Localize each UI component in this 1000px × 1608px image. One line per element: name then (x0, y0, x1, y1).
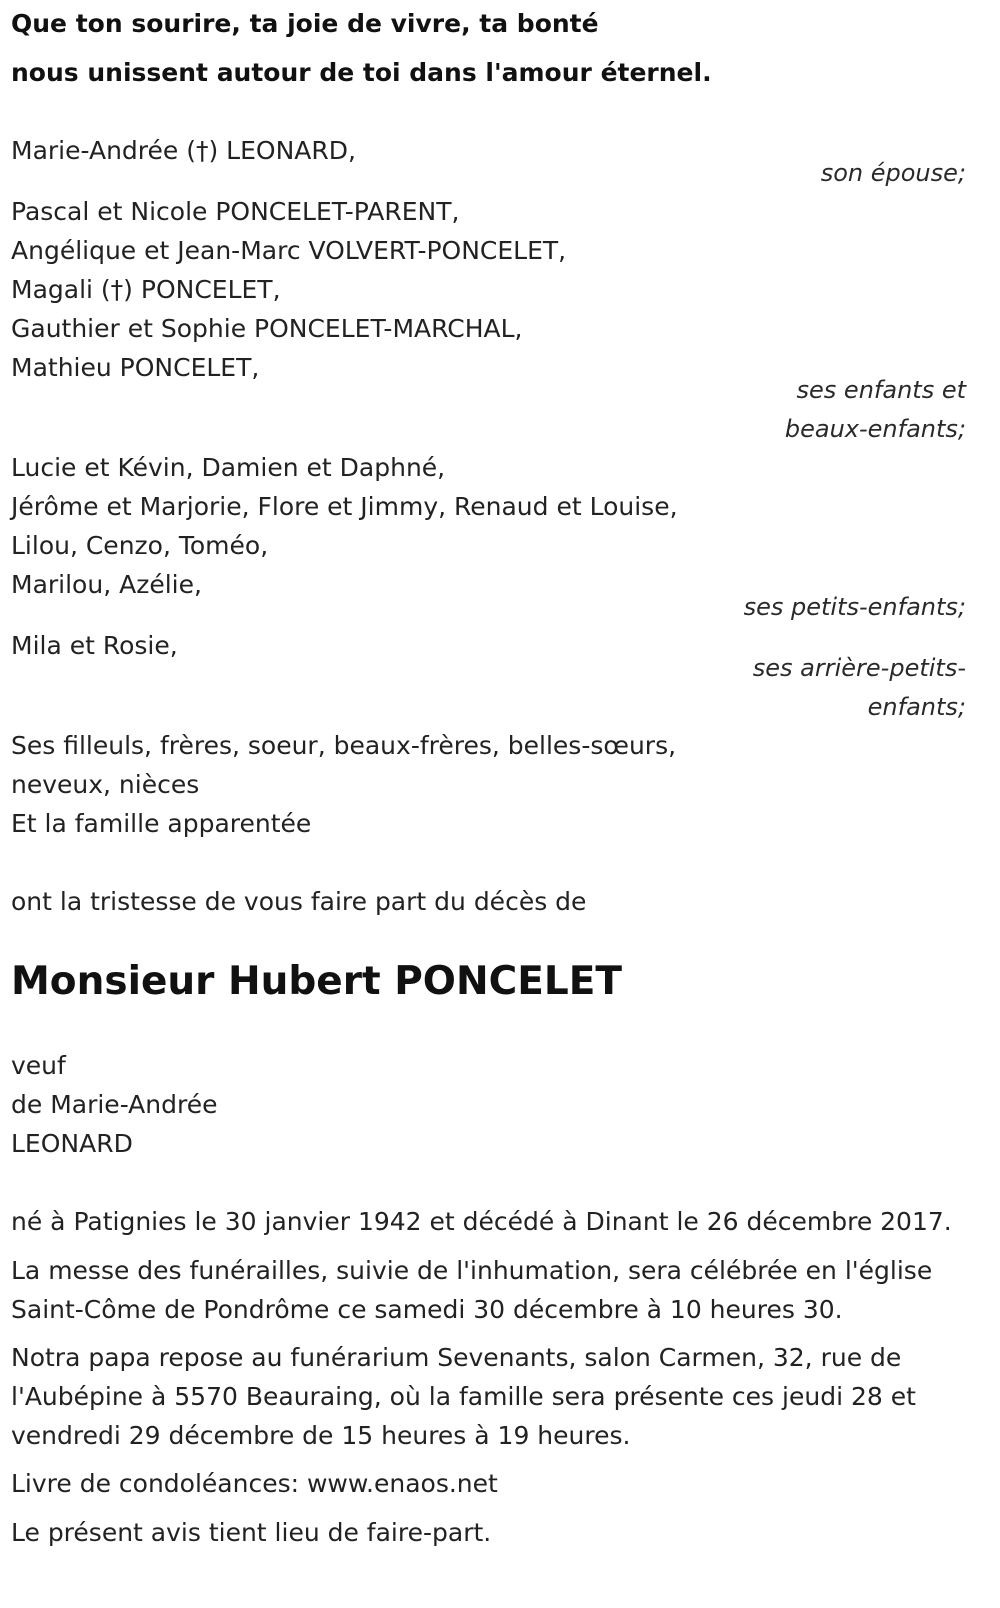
others-line: neveux, nièces (11, 770, 200, 799)
condolences-line: Livre de condoléances: www.enaos.net (11, 1469, 498, 1498)
child-line: Mathieu PONCELET, (11, 353, 260, 382)
grandchild-line: Jérôme et Marjorie, Flore et Jimmy, Renaud et Louise, (11, 492, 678, 521)
child-line: Pascal et Nicole PONCELET-PARENT, (11, 197, 460, 226)
motto-line-1: Que ton sourire, ta joie de vivre, ta bonté (11, 9, 599, 38)
grandchild-line: Marilou, Azélie, (11, 570, 202, 599)
great-grandchildren-role-line-2: enfants; (867, 693, 966, 721)
spouse-name: Marie-Andrée (†) LEONARD, (11, 136, 356, 165)
funeral-line: Saint-Côme de Pondrôme ce samedi 30 décembre à 10 heures 30. (11, 1295, 843, 1324)
children-role-line-1: ses enfants et (796, 376, 966, 404)
grandchild-line: Lilou, Cenzo, Toméo, (11, 531, 269, 560)
notice-line: Le présent avis tient lieu de faire-part. (11, 1518, 492, 1547)
rest-line: l'Aubépine à 5570 Beauraing, où la famille sera présente ces jeudi 28 et (11, 1382, 916, 1411)
great-grandchildren-role-line-1: ses arrière-petits- (752, 654, 966, 682)
motto-line-2: nous unissent autour de toi dans l'amour éternel. (11, 58, 712, 87)
announcement: ont la tristesse de vous faire part du décès de (11, 887, 587, 916)
rest-line: vendredi 29 décembre de 15 heures à 19 heures. (11, 1421, 631, 1450)
deceased-name: Monsieur Hubert PONCELET (11, 959, 622, 1004)
children-role-line-2: beaux-enfants; (784, 415, 966, 443)
widow-line: veuf (11, 1051, 66, 1080)
widow-line: de Marie-Andrée (11, 1090, 218, 1119)
great-grandchild-line: Mila et Rosie, (11, 631, 178, 660)
widow-line: LEONARD (11, 1129, 133, 1158)
rest-line: Notra papa repose au funérarium Sevenants, salon Carmen, 32, rue de (11, 1343, 902, 1372)
birth-death-line: né à Patignies le 30 janvier 1942 et décédé à Dinant le 26 décembre 2017. (11, 1207, 952, 1236)
spouse-role: son épouse; (820, 159, 966, 187)
grandchild-line: Lucie et Kévin, Damien et Daphné, (11, 453, 446, 482)
child-line: Angélique et Jean-Marc VOLVERT-PONCELET, (11, 236, 567, 265)
child-line: Magali (†) PONCELET, (11, 275, 281, 304)
child-line: Gauthier et Sophie PONCELET-MARCHAL, (11, 314, 523, 343)
others-line: Ses filleuls, frères, soeur, beaux-frères, belles-sœurs, (11, 731, 677, 760)
others-line: Et la famille apparentée (11, 809, 312, 838)
funeral-line: La messe des funérailles, suivie de l'inhumation, sera célébrée en l'église (11, 1256, 933, 1285)
grandchildren-role: ses petits-enfants; (743, 593, 966, 621)
